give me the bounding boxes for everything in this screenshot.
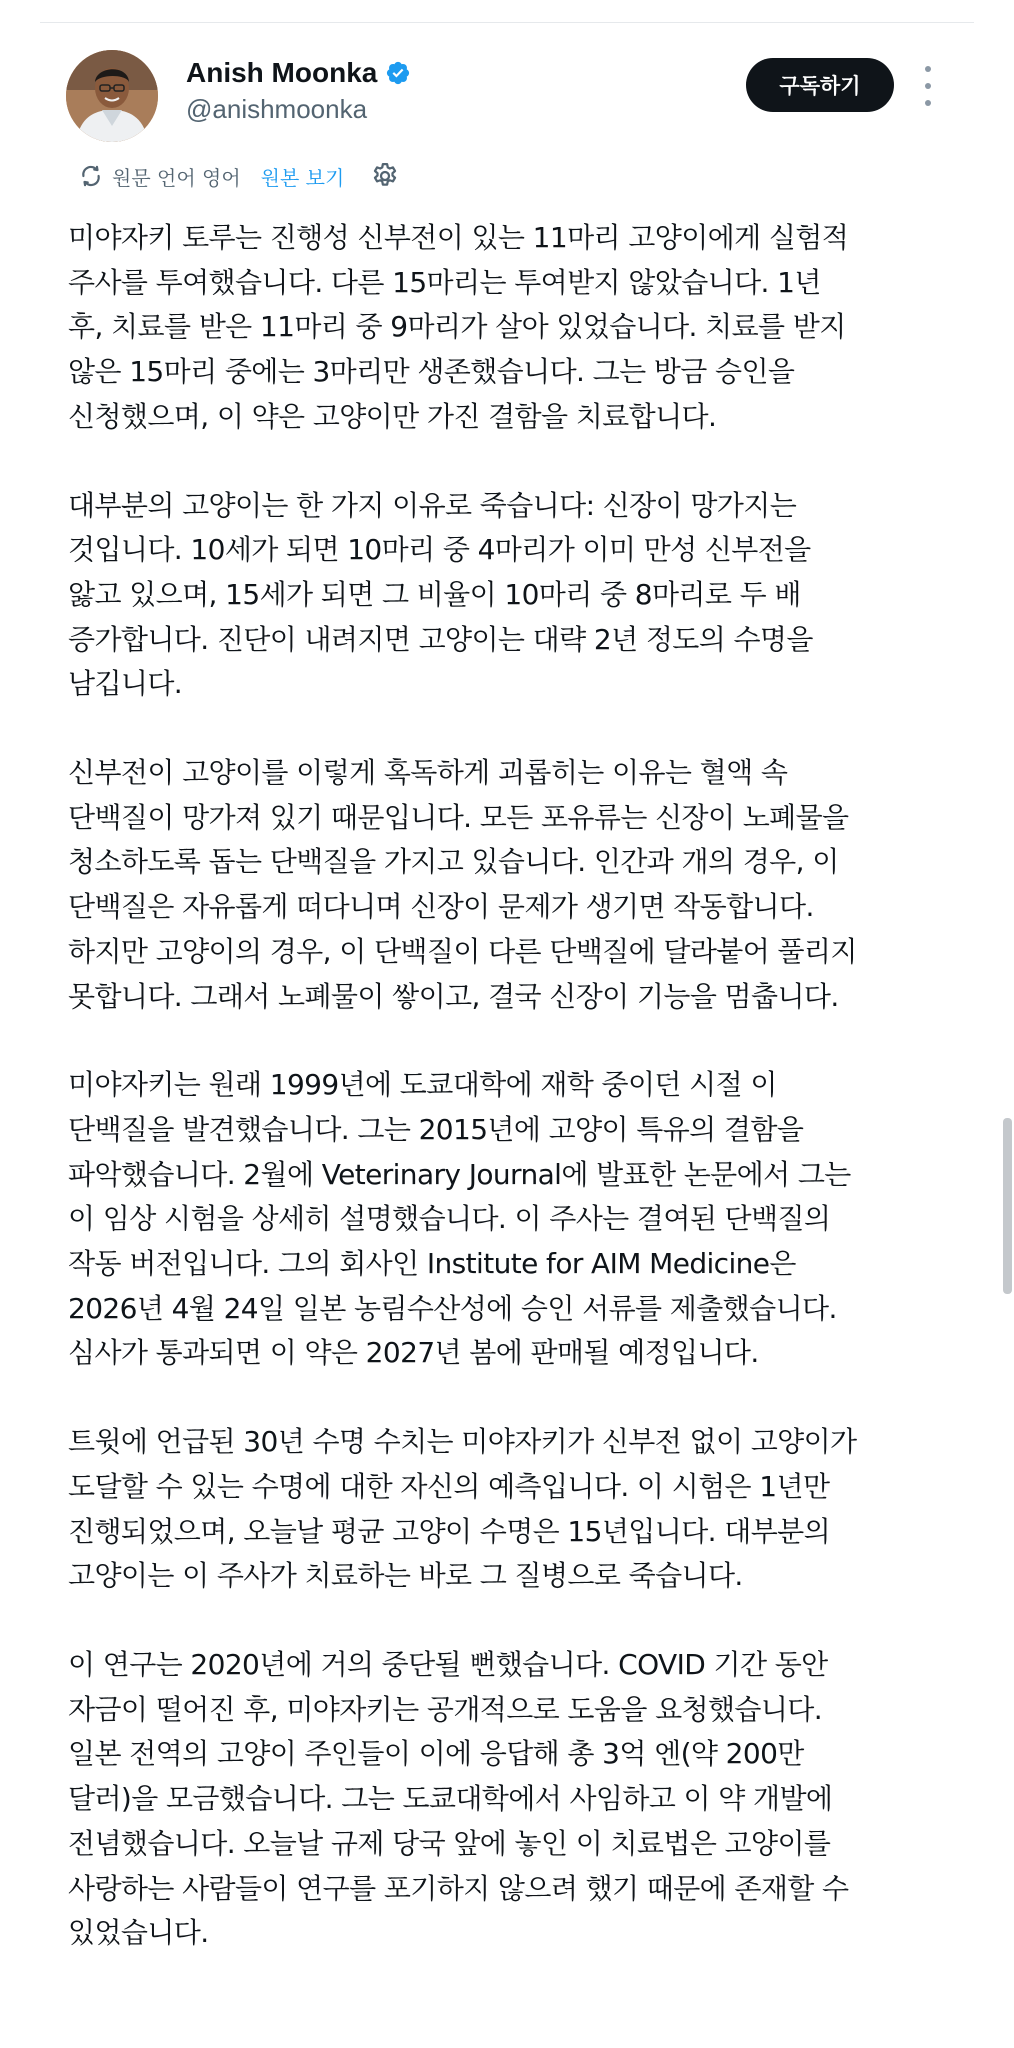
text-line: 작동 버전입니다. 그의 회사인 Institute for AIM Medicine은: [68, 1247, 796, 1281]
text-line: 단백질을 발견했습니다. 그는 2015년에 고양이 특유의 결함을: [68, 1112, 804, 1146]
tweet-paragraph: [68, 216, 958, 440]
text-line: 하지만 고양이의 경우, 이 단백질이 다른 단백질에 달라붙어 풀리지: [68, 934, 857, 968]
author-name-row: [186, 56, 411, 90]
text-line: 못합니다. 그래서 노폐물이 쌓이고, 결국 신장이 기능을 멈춥니다.: [68, 979, 839, 1013]
text-line: 심사가 통과되면 이 약은 2027년 봄에 판매될 예정입니다.: [68, 1336, 759, 1370]
text-line: 파악했습니다. 2월에 Veterinary Journal에 발표한 논문에서 그는: [68, 1157, 851, 1191]
text-line: 신부전이 고양이를 이렇게 혹독하게 괴롭히는 이유는 혈액 속: [68, 756, 788, 790]
text-line: 않은 15마리 중에는 3마리만 생존했습니다. 그는 방금 승인을: [68, 355, 795, 389]
text-line: 대부분의 고양이는 한 가지 이유로 죽습니다: 신장이 망가지는: [68, 488, 797, 522]
text-line: 자금이 떨어진 후, 미야자키는 공개적으로 도움을 요청했습니다.: [68, 1692, 823, 1726]
text-line: 도달할 수 있는 수명에 대한 자신의 예측입니다. 이 시험은 1년만: [68, 1469, 830, 1503]
show-original-link[interactable]: 원본 보기: [260, 165, 345, 190]
scrollbar-thumb[interactable]: [1003, 1118, 1012, 1294]
text-line: 신청했으며, 이 약은 고양이만 가진 결함을 치료합니다.: [68, 399, 717, 433]
text-line: 청소하도록 돕는 단백질을 가지고 있습니다. 인간과 개의 경우, 이: [68, 845, 839, 879]
text-line: 있었습니다.: [68, 1916, 209, 1950]
text-line: 것입니다. 10세가 되면 10마리 중 4마리가 이미 만성 신부전을: [68, 533, 811, 567]
text-line: 트윗에 언급된 30년 수명 수치는 미야자키가 신부전 없이 고양이가: [68, 1425, 857, 1459]
verified-badge-icon: [385, 60, 411, 86]
text-line: 고양이는 이 주사가 치료하는 바로 그 질병으로 죽습니다.: [68, 1559, 743, 1593]
subscribe-button[interactable]: 구독하기: [746, 58, 894, 112]
avatar-image: [66, 50, 158, 142]
text-line: 이 임상 시험을 상세히 설명했습니다. 이 주사는 결여된 단백질의: [68, 1202, 831, 1236]
tweet-paragraph: [68, 751, 958, 1019]
text-line: 남깁니다.: [68, 667, 183, 701]
text-line: 증가합니다. 진단이 내려지면 고양이는 대략 2년 정도의 수명을: [68, 622, 813, 656]
author-display-name[interactable]: Anish Moonka: [186, 57, 378, 88]
text-line: 미야자키는 원래 1999년에 도쿄대학에 재학 중이던 시절 이: [68, 1068, 777, 1102]
text-line: 후, 치료를 받은 11마리 중 9마리가 살아 있었습니다. 치료를 받지: [68, 310, 846, 344]
author-handle[interactable]: @anishmoonka: [186, 94, 368, 124]
gear-icon[interactable]: [370, 161, 400, 191]
text-line: 단백질이 망가져 있기 때문입니다. 모든 포유류는 신장이 노폐물을: [68, 800, 849, 834]
translation-label: 원문 언어 영어: [112, 165, 241, 190]
tweet-paragraph: [68, 1063, 958, 1376]
text-line: 단백질은 자유롭게 떠다니며 신장이 문제가 생기면 작동합니다.: [68, 890, 814, 924]
tweet-paragraph: [68, 1643, 958, 1956]
text-line: 사랑하는 사람들이 연구를 포기하지 않으려 했기 때문에 존재할 수: [68, 1871, 849, 1905]
translate-icon: [78, 163, 104, 189]
top-divider: [40, 22, 974, 23]
text-line: 앓고 있으며, 15세가 되면 그 비율이 10마리 중 8마리로 두 배: [68, 577, 801, 611]
translation-row: [78, 158, 400, 194]
text-line: 전념했습니다. 오늘날 규제 당국 앞에 놓인 이 치료법은 고양이를: [68, 1826, 831, 1860]
avatar[interactable]: [66, 50, 158, 142]
tweet-paragraph: [68, 484, 958, 708]
author-block: [186, 56, 411, 126]
text-line: 일본 전역의 고양이 주인들이 이에 응답해 총 3억 엔(약 200만: [68, 1737, 804, 1771]
text-line: 진행되었으며, 오늘날 평균 고양이 수명은 15년입니다. 대부분의: [68, 1514, 831, 1548]
text-line: 달러)을 모금했습니다. 그는 도쿄대학에서 사임하고 이 약 개발에: [68, 1782, 833, 1816]
text-line: 이 연구는 2020년에 거의 중단될 뻔했습니다. COVID 기간 동안: [68, 1647, 828, 1681]
text-line: 미야자키 토루는 진행성 신부전이 있는 11마리 고양이에게 실험적: [68, 221, 849, 254]
tweet-text: [68, 216, 958, 2000]
more-options-icon[interactable]: [916, 66, 940, 106]
tweet-paragraph: [68, 1420, 958, 1599]
text-line: 주사를 투여했습니다. 다른 15마리는 투여받지 않았습니다. 1년: [68, 265, 821, 299]
text-line: 2026년 4월 24일 일본 농림수산성에 승인 서류를 제출했습니다.: [68, 1291, 837, 1325]
